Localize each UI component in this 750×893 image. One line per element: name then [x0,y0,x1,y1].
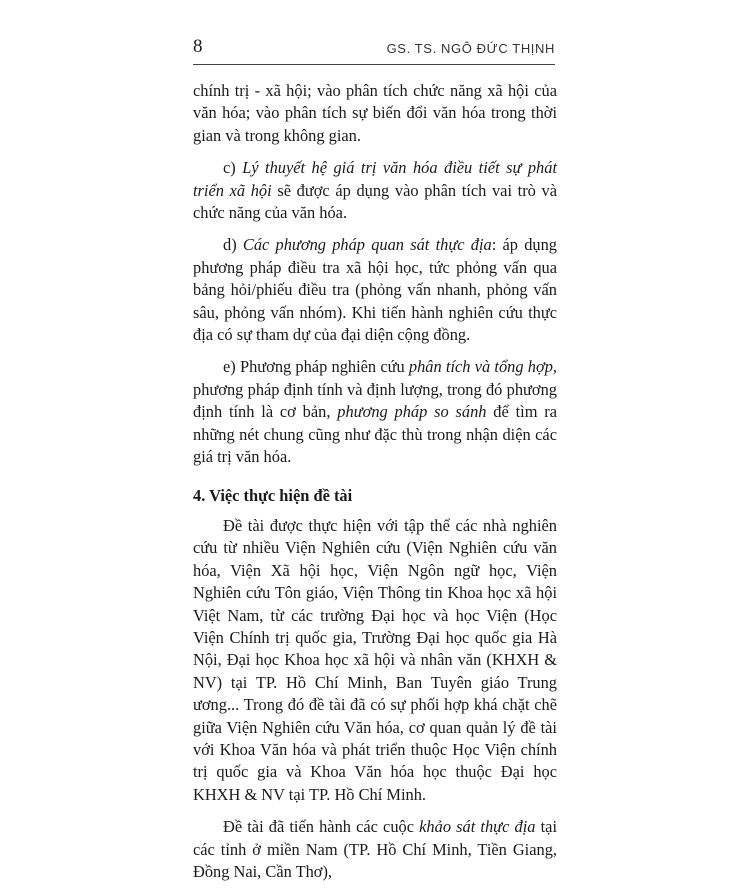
running-head: GS. TS. NGÔ ĐỨC THỊNH [386,41,555,56]
paragraph-3-italic: Các phương pháp quan sát thực địa [242,235,492,255]
paragraph-6 [193,816,557,883]
paragraph-2-suffix: sẽ được áp dụng vào phân tích vai trò và chức năng của văn hóa. [193,180,557,223]
paragraph-4-italic-1: phân tích và tổng hợp [408,357,553,377]
paragraph-4-mid: , phương pháp định tính và định lượng, trong đó phương định tính là cơ bản, [193,357,557,422]
paragraph-6-suffix: tại các tỉnh ở miền Nam (TP. Hồ Chí Minh, Tiền Giang, Đồng Nai, Cần Thơ), [193,817,558,881]
paragraph-2-italic: Lý thuyết hệ giá trị văn hóa điều tiết sự phát triển xã hội [193,158,557,200]
paragraph-2 [193,157,557,224]
paragraph-4-suffix: để tìm ra những nét chung cũng như đặc thù trong nhận diện các giá trị văn hóa. [193,402,557,467]
page-header [193,36,555,65]
paragraph-4-italic-2: phương pháp so sánh [337,402,487,422]
paragraph-5-text: Đề tài được thực hiện với tập thể các nhà nghiên cứu từ nhiều Viện Nghiên cứu (Viện Nghiên cứu văn hóa, Viện Xã hội học, Viện Ngôn ngữ học, Viện Nghiên cứu Tôn giáo, Viện Thông tin Khoa học xã hội Việt Nam, từ các trường Đại học và học Viện (Học Viện Chính trị quốc gia, Trường Đại học quốc gia Hà Nội, Đại học Khoa học xã hội và nhân văn (KHXH & NV) tại TP. Hồ Chí Minh, Ban Tuyên giáo Trung ương... Trong đó đề tài đã có sự phối hợp khá chặt chẽ giữa Viện Nghiên cứu Văn hóa, cơ quan quản lý đề tài với Khoa Văn hóa và phát triển thuộc Học Viện chính trị quốc gia và Khoa Văn hóa học thuộc Đại học KHXH & NV tại TP. Hồ Chí Minh. [193,515,557,804]
page-number: 8 [193,36,203,57]
paragraph-6-italic: khảo sát thực địa [419,817,536,837]
paragraph-3-prefix: d) [223,235,243,255]
paragraph-5 [193,515,557,806]
paragraph-3 [193,234,557,346]
paragraph-1 [193,80,557,147]
section-title: 4. Việc thực hiện đề tài [193,485,353,505]
body-text [193,80,557,893]
paragraph-6-prefix: Đề tài đã tiến hành các cuộc [223,817,420,837]
paragraph-2-prefix: c) [223,158,243,178]
paragraph-4 [193,356,557,468]
paragraph-4-prefix: e) Phương pháp nghiên cứu [223,357,409,377]
paragraph-3-suffix: : áp dụng phương pháp điều tra xã hội học, tức phỏng vấn qua bảng hỏi/phiếu điều tra (phỏng vấn nhanh, phỏng vấn sâu, phỏng vấn nhóm). Khi tiến hành nghiên cứu thực địa có sự tham dự của đại diện cộng đồng. [193,235,557,345]
paragraph-1-text: chính trị - xã hội; vào phân tích chức năng xã hội của văn hóa; vào phân tích sự biến đổi văn hóa trong thời gian và trong không gian. [193,81,557,145]
